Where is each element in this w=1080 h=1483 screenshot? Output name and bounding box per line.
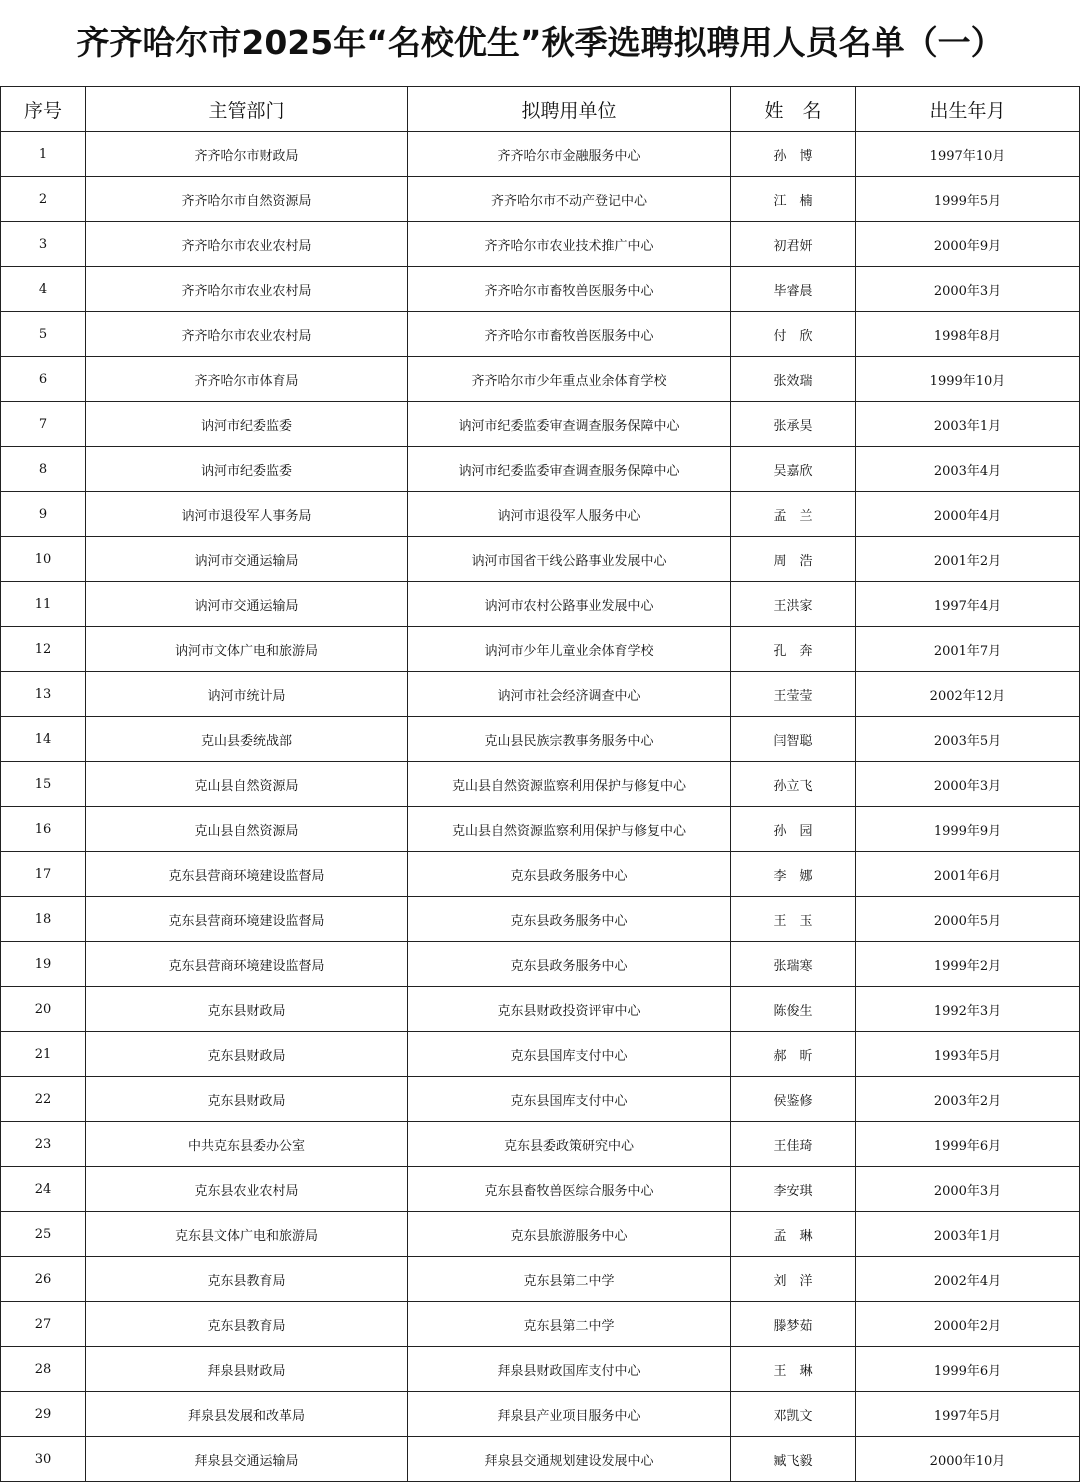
cell-department: 齐齐哈尔市自然资源局	[86, 177, 408, 222]
cell-name: 毕睿晨	[731, 267, 856, 312]
cell-hiring-unit: 克东县国库支付中心	[408, 1032, 731, 1077]
cell-hiring-unit: 克东县政务服务中心	[408, 852, 731, 897]
appointee-table	[0, 86, 1080, 1482]
table-row	[1, 447, 1080, 492]
cell-hiring-unit: 讷河市社会经济调查中心	[408, 672, 731, 717]
cell-birth-date: 2000年3月	[856, 267, 1080, 312]
table-row	[1, 1302, 1080, 1347]
cell-hiring-unit: 讷河市纪委监委审查调查服务保障中心	[408, 402, 731, 447]
cell-hiring-unit: 讷河市退役军人服务中心	[408, 492, 731, 537]
cell-hiring-unit: 齐齐哈尔市不动产登记中心	[408, 177, 731, 222]
cell-birth-date: 1999年10月	[856, 357, 1080, 402]
cell-birth-date: 2001年7月	[856, 627, 1080, 672]
table-row	[1, 1032, 1080, 1077]
cell-name: 周 浩	[731, 537, 856, 582]
cell-hiring-unit: 克山县自然资源监察利用保护与修复中心	[408, 762, 731, 807]
cell-birth-date: 2000年3月	[856, 1167, 1080, 1212]
cell-department: 克山县委统战部	[86, 717, 408, 762]
cell-serial-number: 25	[1, 1212, 86, 1257]
cell-name: 李安琪	[731, 1167, 856, 1212]
cell-name: 王洪家	[731, 582, 856, 627]
cell-hiring-unit: 齐齐哈尔市畜牧兽医服务中心	[408, 312, 731, 357]
table-row	[1, 897, 1080, 942]
table-row	[1, 582, 1080, 627]
cell-hiring-unit: 克东县委政策研究中心	[408, 1122, 731, 1167]
cell-department: 克东县文体广电和旅游局	[86, 1212, 408, 1257]
cell-birth-date: 2001年6月	[856, 852, 1080, 897]
cell-birth-date: 2000年10月	[856, 1437, 1080, 1482]
cell-department: 讷河市纪委监委	[86, 402, 408, 447]
cell-name: 孙 园	[731, 807, 856, 852]
cell-hiring-unit: 齐齐哈尔市少年重点业余体育学校	[408, 357, 731, 402]
cell-hiring-unit: 克东县政务服务中心	[408, 897, 731, 942]
cell-serial-number: 26	[1, 1257, 86, 1302]
table-row	[1, 402, 1080, 447]
table-row	[1, 1122, 1080, 1167]
cell-hiring-unit: 克东县畜牧兽医综合服务中心	[408, 1167, 731, 1212]
header-name: 姓 名	[731, 87, 856, 132]
cell-birth-date: 1999年6月	[856, 1347, 1080, 1392]
cell-hiring-unit: 克山县自然资源监察利用保护与修复中心	[408, 807, 731, 852]
table-row	[1, 627, 1080, 672]
cell-birth-date: 2003年2月	[856, 1077, 1080, 1122]
cell-name: 孟 兰	[731, 492, 856, 537]
cell-birth-date: 1997年4月	[856, 582, 1080, 627]
cell-birth-date: 2003年1月	[856, 1212, 1080, 1257]
cell-department: 讷河市文体广电和旅游局	[86, 627, 408, 672]
header-department: 主管部门	[86, 87, 408, 132]
cell-name: 付 欣	[731, 312, 856, 357]
cell-department: 克东县教育局	[86, 1257, 408, 1302]
table-row	[1, 717, 1080, 762]
cell-name: 孟 琳	[731, 1212, 856, 1257]
cell-name: 陈俊生	[731, 987, 856, 1032]
table-row	[1, 852, 1080, 897]
cell-serial-number: 8	[1, 447, 86, 492]
cell-department: 拜泉县财政局	[86, 1347, 408, 1392]
table-row	[1, 177, 1080, 222]
cell-serial-number: 2	[1, 177, 86, 222]
cell-name: 滕梦茹	[731, 1302, 856, 1347]
cell-hiring-unit: 拜泉县交通规划建设发展中心	[408, 1437, 731, 1482]
cell-birth-date: 2001年2月	[856, 537, 1080, 582]
cell-name: 王佳琦	[731, 1122, 856, 1167]
cell-department: 克东县财政局	[86, 987, 408, 1032]
cell-department: 讷河市交通运输局	[86, 582, 408, 627]
cell-hiring-unit: 拜泉县产业项目服务中心	[408, 1392, 731, 1437]
cell-serial-number: 9	[1, 492, 86, 537]
cell-serial-number: 19	[1, 942, 86, 987]
cell-name: 王 琳	[731, 1347, 856, 1392]
cell-department: 拜泉县交通运输局	[86, 1437, 408, 1482]
cell-serial-number: 18	[1, 897, 86, 942]
cell-hiring-unit: 克东县第二中学	[408, 1302, 731, 1347]
cell-department: 齐齐哈尔市体育局	[86, 357, 408, 402]
cell-birth-date: 1999年9月	[856, 807, 1080, 852]
cell-hiring-unit: 克东县政务服务中心	[408, 942, 731, 987]
cell-name: 邓凯文	[731, 1392, 856, 1437]
cell-department: 拜泉县发展和改革局	[86, 1392, 408, 1437]
cell-department: 克东县营商环境建设监督局	[86, 897, 408, 942]
table-row	[1, 132, 1080, 177]
cell-department: 齐齐哈尔市财政局	[86, 132, 408, 177]
cell-name: 侯鉴修	[731, 1077, 856, 1122]
cell-department: 克东县营商环境建设监督局	[86, 852, 408, 897]
cell-hiring-unit: 讷河市农村公路事业发展中心	[408, 582, 731, 627]
cell-hiring-unit: 拜泉县财政国库支付中心	[408, 1347, 731, 1392]
cell-department: 克东县财政局	[86, 1077, 408, 1122]
cell-birth-date: 1999年2月	[856, 942, 1080, 987]
table-body	[1, 132, 1080, 1482]
cell-birth-date: 2003年5月	[856, 717, 1080, 762]
cell-serial-number: 7	[1, 402, 86, 447]
cell-birth-date: 1997年5月	[856, 1392, 1080, 1437]
cell-serial-number: 1	[1, 132, 86, 177]
cell-department: 克东县营商环境建设监督局	[86, 942, 408, 987]
cell-hiring-unit: 齐齐哈尔市金融服务中心	[408, 132, 731, 177]
cell-birth-date: 1997年10月	[856, 132, 1080, 177]
cell-birth-date: 1993年5月	[856, 1032, 1080, 1077]
table-row	[1, 1392, 1080, 1437]
cell-birth-date: 2002年4月	[856, 1257, 1080, 1302]
cell-serial-number: 22	[1, 1077, 86, 1122]
cell-serial-number: 24	[1, 1167, 86, 1212]
header-serial-number: 序号	[1, 87, 86, 132]
cell-name: 孔 奔	[731, 627, 856, 672]
table-row	[1, 357, 1080, 402]
table-row	[1, 537, 1080, 582]
cell-department: 克山县自然资源局	[86, 807, 408, 852]
cell-serial-number: 17	[1, 852, 86, 897]
cell-birth-date: 2000年5月	[856, 897, 1080, 942]
cell-name: 张瑞寒	[731, 942, 856, 987]
cell-department: 齐齐哈尔市农业农村局	[86, 267, 408, 312]
cell-serial-number: 12	[1, 627, 86, 672]
cell-hiring-unit: 讷河市纪委监委审查调查服务保障中心	[408, 447, 731, 492]
table-row	[1, 1347, 1080, 1392]
table-row	[1, 492, 1080, 537]
cell-department: 齐齐哈尔市农业农村局	[86, 222, 408, 267]
cell-hiring-unit: 克东县国库支付中心	[408, 1077, 731, 1122]
cell-department: 克山县自然资源局	[86, 762, 408, 807]
table-row	[1, 267, 1080, 312]
table-row	[1, 222, 1080, 267]
table-row	[1, 1167, 1080, 1212]
cell-serial-number: 4	[1, 267, 86, 312]
cell-birth-date: 1998年8月	[856, 312, 1080, 357]
cell-birth-date: 1999年6月	[856, 1122, 1080, 1167]
table-row	[1, 987, 1080, 1032]
cell-department: 克东县财政局	[86, 1032, 408, 1077]
table-row	[1, 807, 1080, 852]
cell-serial-number: 27	[1, 1302, 86, 1347]
cell-department: 齐齐哈尔市农业农村局	[86, 312, 408, 357]
cell-hiring-unit: 齐齐哈尔市农业技术推广中心	[408, 222, 731, 267]
cell-hiring-unit: 讷河市国省干线公路事业发展中心	[408, 537, 731, 582]
table-row	[1, 762, 1080, 807]
table-row	[1, 672, 1080, 717]
table-row	[1, 1077, 1080, 1122]
cell-name: 张承昊	[731, 402, 856, 447]
table-row	[1, 312, 1080, 357]
cell-serial-number: 20	[1, 987, 86, 1032]
cell-hiring-unit: 齐齐哈尔市畜牧兽医服务中心	[408, 267, 731, 312]
cell-serial-number: 28	[1, 1347, 86, 1392]
cell-serial-number: 14	[1, 717, 86, 762]
cell-name: 吴嘉欣	[731, 447, 856, 492]
cell-hiring-unit: 克山县民族宗教事务服务中心	[408, 717, 731, 762]
cell-hiring-unit: 克东县财政投资评审中心	[408, 987, 731, 1032]
table-row	[1, 1257, 1080, 1302]
cell-serial-number: 10	[1, 537, 86, 582]
cell-serial-number: 29	[1, 1392, 86, 1437]
cell-hiring-unit: 克东县第二中学	[408, 1257, 731, 1302]
cell-name: 闫智聪	[731, 717, 856, 762]
cell-serial-number: 23	[1, 1122, 86, 1167]
cell-name: 王 玉	[731, 897, 856, 942]
cell-serial-number: 15	[1, 762, 86, 807]
cell-department: 克东县教育局	[86, 1302, 408, 1347]
cell-birth-date: 2003年4月	[856, 447, 1080, 492]
table-row	[1, 1212, 1080, 1257]
cell-hiring-unit: 克东县旅游服务中心	[408, 1212, 731, 1257]
cell-department: 讷河市统计局	[86, 672, 408, 717]
cell-birth-date: 2003年1月	[856, 402, 1080, 447]
cell-name: 江 楠	[731, 177, 856, 222]
cell-serial-number: 3	[1, 222, 86, 267]
cell-birth-date: 2000年4月	[856, 492, 1080, 537]
cell-birth-date: 2002年12月	[856, 672, 1080, 717]
cell-name: 李 娜	[731, 852, 856, 897]
document-title: 齐齐哈尔市2025年“名校优生”秋季选聘拟聘用人员名单（一）	[76, 23, 1004, 62]
table-row	[1, 1437, 1080, 1482]
cell-name: 郝 昕	[731, 1032, 856, 1077]
cell-department: 讷河市退役军人事务局	[86, 492, 408, 537]
cell-serial-number: 21	[1, 1032, 86, 1077]
table-header-row	[1, 87, 1080, 132]
cell-department: 克东县农业农村局	[86, 1167, 408, 1212]
cell-name: 张效瑞	[731, 357, 856, 402]
header-birth-date: 出生年月	[856, 87, 1080, 132]
header-hiring-unit: 拟聘用单位	[408, 87, 731, 132]
cell-birth-date: 2000年2月	[856, 1302, 1080, 1347]
cell-department: 讷河市交通运输局	[86, 537, 408, 582]
cell-serial-number: 6	[1, 357, 86, 402]
cell-birth-date: 2000年9月	[856, 222, 1080, 267]
cell-name: 初君妍	[731, 222, 856, 267]
cell-name: 刘 洋	[731, 1257, 856, 1302]
cell-name: 臧飞毅	[731, 1437, 856, 1482]
cell-department: 中共克东县委办公室	[86, 1122, 408, 1167]
cell-department: 讷河市纪委监委	[86, 447, 408, 492]
table-row	[1, 942, 1080, 987]
cell-serial-number: 30	[1, 1437, 86, 1482]
cell-name: 孙 博	[731, 132, 856, 177]
cell-serial-number: 16	[1, 807, 86, 852]
cell-serial-number: 5	[1, 312, 86, 357]
cell-birth-date: 1999年5月	[856, 177, 1080, 222]
cell-serial-number: 11	[1, 582, 86, 627]
cell-name: 孙立飞	[731, 762, 856, 807]
cell-serial-number: 13	[1, 672, 86, 717]
cell-birth-date: 1992年3月	[856, 987, 1080, 1032]
cell-hiring-unit: 讷河市少年儿童业余体育学校	[408, 627, 731, 672]
cell-name: 王莹莹	[731, 672, 856, 717]
cell-birth-date: 2000年3月	[856, 762, 1080, 807]
